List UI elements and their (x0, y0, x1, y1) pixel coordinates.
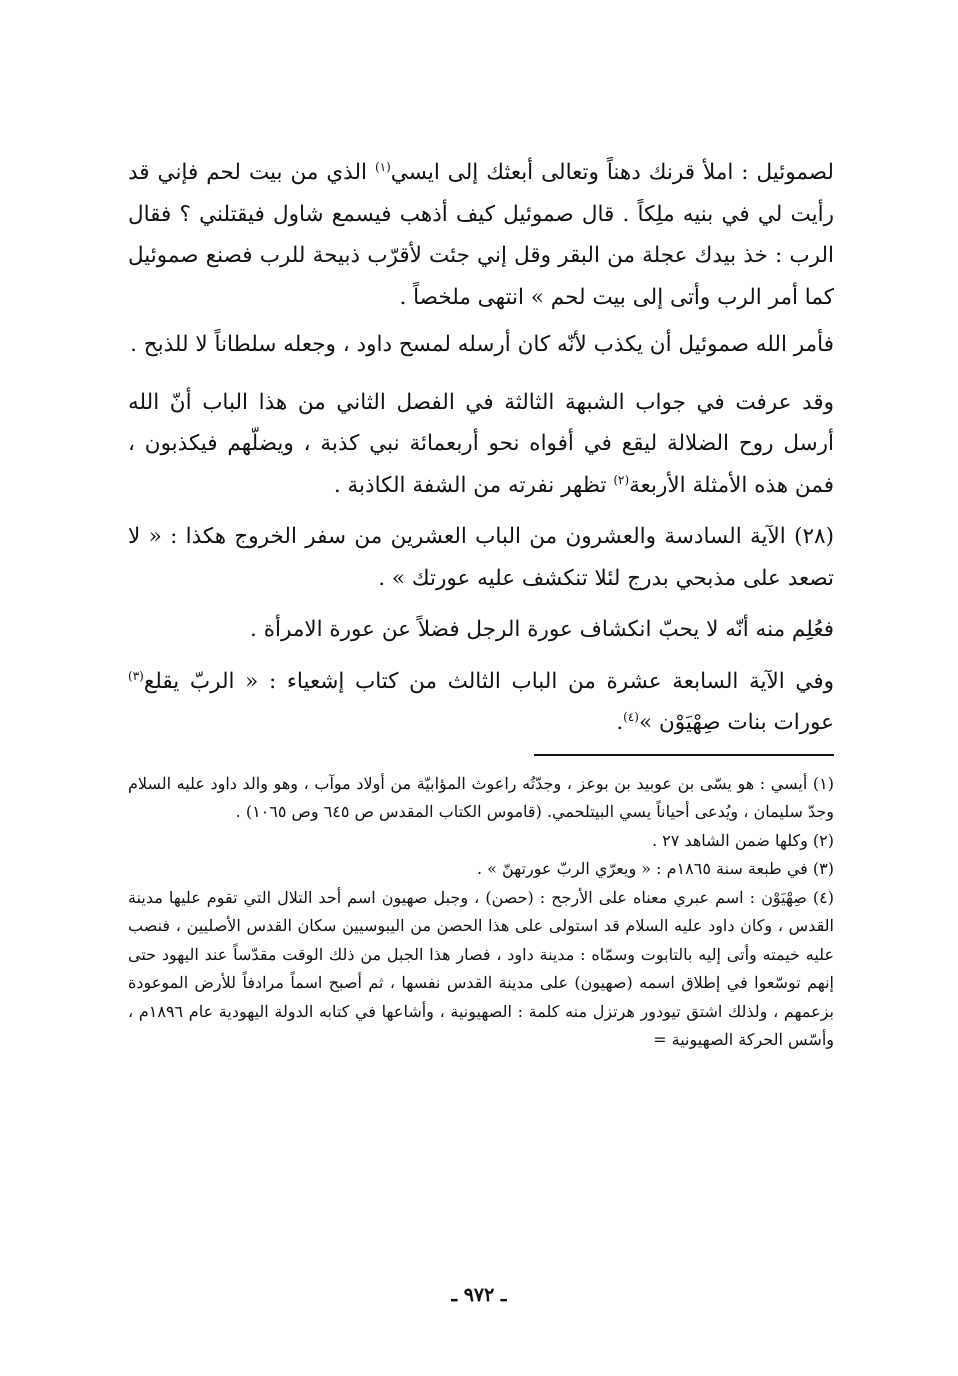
paragraph-5 (128, 609, 834, 651)
footnote-divider (534, 754, 834, 756)
footnote-3: (٣) في طبعة سنة ١٨٦٥م : « ويعرّي الربّ عورتهنّ » . (476, 859, 834, 878)
footnote-ref-3[interactable]: (٣) (128, 668, 144, 683)
paragraph-2 (128, 324, 834, 366)
paragraph-text: فعُلِم منه أنّه لا يحبّ انكشاف عورة الرجل فضلاً عن عورة الامرأة . (250, 617, 834, 642)
paragraph-6 (128, 661, 834, 744)
footnote-ref-1[interactable]: (١) (374, 159, 391, 174)
paragraph-text: لصموئيل : املأ قرنك دهناً وتعالى أبعثك إلى ايسي (390, 160, 834, 185)
paragraph-4 (128, 516, 834, 599)
footnote-1: (١) أيسي : هو يسّى بن عوبيد بن بوعز ، وجدّتُه راعوث المؤابيّة من أولاد موآب ، وهو والد داود عليه السلام وجدّ سليمان ، ويُدعى أحياناً يسي البيتلحمي. (قاموس الكتاب المقدس ص ٦٤٥ وص ١٠٦٥) . (128, 773, 834, 821)
paragraph-text: فأمر الله صموئيل أن يكذب لأنّه كان أرسله لمسح داود ، وجعله سلطاناً لا للذبح . (130, 332, 834, 357)
paragraph-text: (٢٨) الآية السادسة والعشرون من الباب العشرين من سفر الخروج هكذا : « لا تصعد على مذبحي بدرج لئلا تنكشف عليه عورتك » . (128, 524, 834, 591)
page-body (128, 152, 834, 1055)
paragraph-text: تظهر نفرته من الشفة الكاذبة . (333, 472, 614, 498)
page-number: ـ ٩٧٢ ـ (451, 1284, 507, 1306)
paragraph-text: وقد عرفت في جواب الشبهة الثالثة في الفصل الثاني من هذا الباب أنّ الله أرسل روح الضلالة ليقع في أفواه نحو أربعمائة نبي كذبة ، ويضلّهم فيكذبون ، فمن هذه الأمثلة الأربعة (128, 389, 834, 498)
footnote-2: (٢) وكلها ضمن الشاهد ٢٧ . (652, 830, 834, 850)
paragraph-text: الذي من بيت لحم فإني قد رأيت لي في بنيه ملِكاً . قال صموئيل كيف أذهب فيسمع شاول فيقتلني ؟ فقال الرب : خذ بيدك عجلة من البقر وقل إني جئت لأقرّب ذبيحة للرب فصنع صموئيل كما أمر الرب وأتى إلى بيت لحم » انتهى ملخصاً . (128, 160, 834, 310)
paragraph-1 (128, 152, 834, 318)
paragraph-text: وفي الآية السابعة عشرة من الباب الثالث من كتاب إشعياء : « الربّ يقلع (143, 668, 834, 694)
paragraph-3 (128, 382, 834, 507)
footnote-ref-4[interactable]: (٤) (623, 709, 639, 724)
footnote-4: (٤) صِهْيَوْن : اسم عبري معناه على الأرجح : (حصن) ، وجبل صهيون اسم أحد التلال التي تقوم عليها مدينة القدس ، وكان داود عليه السلام قد استولى على هذا الحصن من اليبوسيين سكان القدس الأصليين ، فنصب عليه خيمته وأتى إليه بالتابوت وسمّاه : مدينة داود ، فصار هذا الجبل من ذلك الوقت مقدّساً عند اليهود حتى إنهم توسّعوا في إطلاق اسمه (صهيون) على مدينة القدس نفسها ، ثم أصبح اسماً مرادفاً للأرض الموعودة بزعمهم ، ولذلك اشتق تيودور هرتزل منه كلمة : الصهيونية ، وأشاعها في كتابه الدولة اليهودية عام ١٨٩٦م ، وأسّس الحركة الصهيونية = (128, 887, 835, 1049)
footnote-ref-2[interactable]: (٢) (613, 472, 630, 487)
paragraph-text: عورات بنات صِهْيَوْن » (638, 710, 834, 735)
paragraph-text: . (616, 710, 624, 735)
